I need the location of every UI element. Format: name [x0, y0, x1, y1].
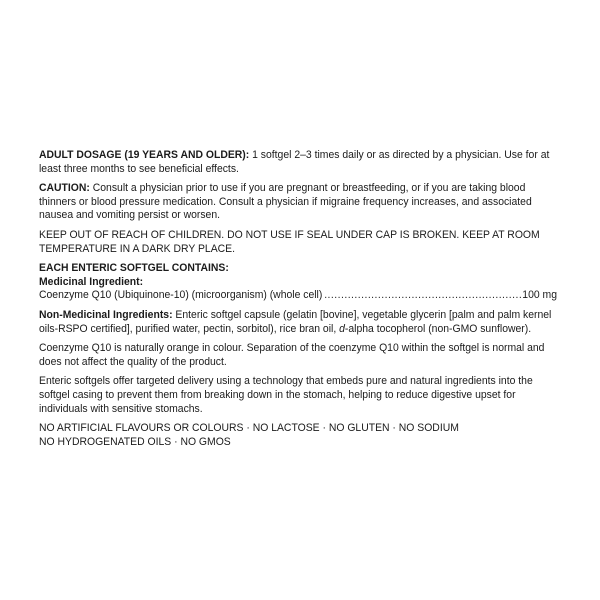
caution-paragraph — [39, 182, 557, 223]
non-medicinal-paragraph — [39, 309, 557, 336]
non-medicinal-text-after: -alpha tocopherol (non-GMO sunflower). — [344, 322, 532, 335]
medicinal-heading: Medicinal Ingredient: — [39, 275, 144, 288]
ingredient-name: Coenzyme Q10 (Ubiquinone-10) (microorganism) (whole cell) — [39, 289, 323, 302]
color-note-paragraph: Coenzyme Q10 is naturally orange in colour. Separation of the coenzyme Q10 within the softgel is normal and does not affect the quality of the product. — [39, 342, 545, 368]
supplement-label-panel — [39, 149, 557, 449]
contains-heading: EACH ENTERIC SOFTGEL CONTAINS: — [39, 262, 229, 275]
non-medicinal-text-before: Enteric softgel capsule (gelatin [bovine], vegetable glycerin [palm and palm kernel oils-RSPO certified], purified water, pectin, sorbitol), rice bran oil, — [39, 308, 552, 335]
dosage-heading: ADULT DOSAGE (19 YEARS AND OLDER): — [39, 149, 250, 161]
non-medicinal-italic: d — [339, 322, 345, 335]
dosage-text: 1 softgel 2–3 times daily or as directed by a physician. Use for at least three months to see beneficial effects. — [39, 149, 550, 175]
warning-paragraph: KEEP OUT OF REACH OF CHILDREN. DO NOT USE IF SEAL UNDER CAP IS BROKEN. KEEP AT ROOM TEMPERATURE IN A DARK DRY PLACE. — [39, 228, 540, 255]
enteric-note-paragraph: Enteric softgels offer targeted delivery using a technology that embeds pure and natural ingredients into the softgel casing to prevent them from breaking down in the stomach, helping to reduce digestive upset for individuals with sensitive stomachs. — [39, 375, 533, 415]
caution-heading: CAUTION: — [39, 182, 90, 195]
medicinal-ingredient-row — [39, 289, 557, 303]
non-medicinal-heading: Non-Medicinal Ingredients: — [39, 308, 173, 321]
ingredient-amount: 100 mg — [522, 289, 558, 302]
caution-text: Consult a physician prior to use if you are pregnant or breastfeeding, or if you are taking blood thinners or blood pressure medication. Consult a physician if migraine frequency increases, and associated nausea and vomiting persist or worsen. — [39, 182, 532, 222]
leader-dots — [322, 289, 522, 303]
dosage-paragraph — [39, 149, 557, 176]
claims-line-2: NO HYDROGENATED OILS · NO GMOS — [39, 435, 231, 448]
claims-line-1: NO ARTIFICIAL FLAVOURS OR COLOURS · NO LACTOSE · NO GLUTEN · NO SODIUM — [39, 422, 459, 435]
